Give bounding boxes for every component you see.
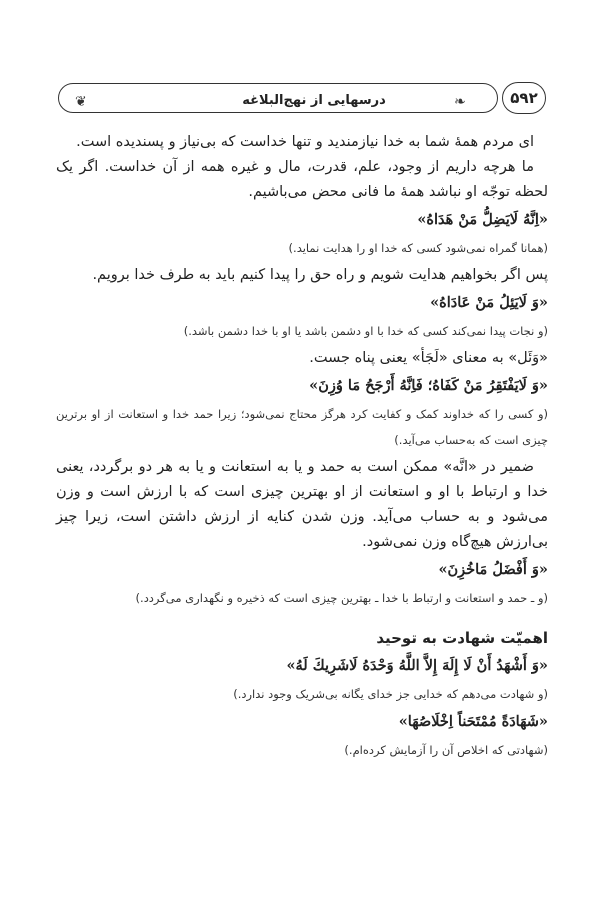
page-body: [56, 130, 548, 765]
book-title: درسهایی از نهج‌البلاغه: [242, 93, 386, 108]
translation-2: (و نجات پیدا نمی‌کند کسی که خدا با او دشمن باشد یا او با خدا دشمن باشد.): [183, 324, 548, 338]
arabic-quote-6: «شَهَادَةً مُمْتَحَناً اِخْلَاصُهَا»: [398, 713, 548, 730]
paragraph-4: «وَئَل» به معنای «لَجَأ» یعنی پناه جست.: [309, 350, 548, 366]
header-frame: [58, 83, 498, 113]
arabic-quote-1: «اِنَّهُ لَایَضِلُّ مَنْ هَدَاهُ»: [417, 211, 548, 228]
arabic-quote-4: «وَ أَفْضَلُ مَاخُزِنَ»: [438, 561, 548, 578]
arabic-quote-3: «وَ لَایَفْتَقِرُ مَنْ کَفَاهُ؛ فَاِنَّهُ أَرْجَحُ مَا وُزِنَ»: [309, 377, 548, 394]
left-ornament-icon: ❦: [75, 94, 87, 110]
page-number: ۵۹۲: [502, 82, 546, 114]
translation-1: (همانا گمراه نمی‌شود کسی که خدا او را هدایت نماید.): [288, 241, 548, 255]
translation-3: (و کسی را که خداوند کمک و کفایت کرد هرگز محتاج نمی‌شود؛ زیرا حمد خدا و استعانت از او برترین چیزی است که به‌حساب می‌آید.): [56, 407, 548, 447]
paragraph-1: ای مردم همهٔ شما به خدا نیازمندید و تنها خداست که بی‌نیاز و پسندیده است.: [76, 134, 534, 150]
paragraph-2: ما هرچه داریم از وجود، علم، قدرت، مال و غیره همه از آن خداست. اگر یک لحظه توجّه او نباشد همهٔ ما فانی محض می‌باشیم.: [56, 159, 548, 200]
running-header: [58, 79, 546, 119]
arabic-quote-5: «وَ أَشْهَدُ أَنْ لَا إِلَهَ إِلاَّ اللَّهُ وَحْدَهُ لَاشَرِیكَ لَهُ»: [286, 657, 548, 674]
paragraph-3: پس اگر بخواهیم هدایت شویم و راه حق را پیدا کنیم باید به طرف خدا برویم.: [92, 267, 548, 283]
translation-4: (و ـ حمد و استعانت و ارتباط با خدا ـ بهترین چیزی است که ذخیره و نگهداری می‌گردد.): [135, 591, 548, 605]
arabic-quote-2: «وَ لَایَئِلُ مَنْ عَادَاهُ»: [430, 294, 548, 311]
right-ornament-icon: ❧: [454, 94, 466, 110]
translation-6: (شهادتی که اخلاص آن را آزمایش کرده‌ام.): [344, 743, 548, 757]
translation-5: (و شهادت می‌دهم که خدایی جز خدای یگانه بی‌شریک وجود ندارد.): [233, 687, 548, 701]
paragraph-5: ضمیر در «انَّه» ممکن است به حمد و یا به استعانت و یا به هر دو برگردد، یعنی خدا و ارتباط با او و استعانت از او بهترین چیزی است که با ارزش است و وزن می‌شود و به حساب می‌آید. وزن شدن کنایه از ارزش داشتن است، زیرا چیز بی‌ارزش هیچ‌گاه وزن نمی‌شود.: [56, 459, 548, 550]
section-heading: اهمیّت شهادت به توحید: [376, 629, 548, 647]
